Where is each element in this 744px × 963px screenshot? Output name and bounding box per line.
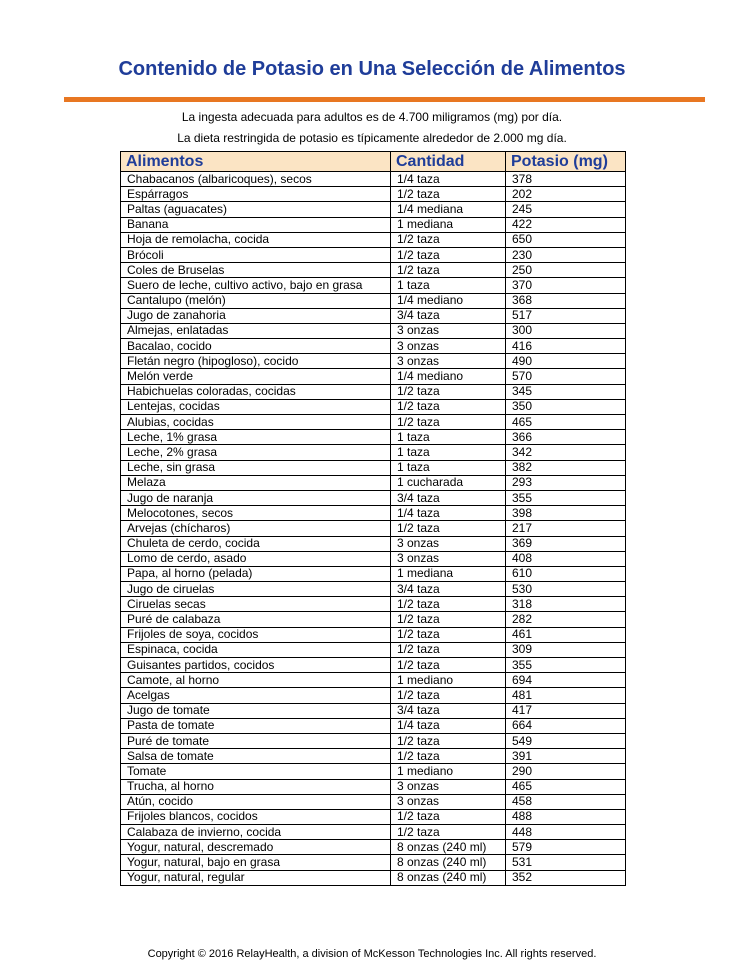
food-cell: Melocotones, secos: [121, 506, 391, 521]
amount-cell: 1/4 mediano: [391, 293, 506, 308]
food-cell: Acelgas: [121, 688, 391, 703]
header-cantidad: Cantidad: [391, 152, 506, 172]
potassium-cell: 290: [506, 764, 626, 779]
potassium-cell: 382: [506, 460, 626, 475]
table-row: [121, 551, 626, 566]
amount-cell: 1/4 mediana: [391, 202, 506, 217]
amount-cell: 1 taza: [391, 430, 506, 445]
food-cell: Banana: [121, 217, 391, 232]
amount-cell: 1/2 taza: [391, 825, 506, 840]
potassium-cell: 293: [506, 475, 626, 490]
table-row: [121, 278, 626, 293]
potassium-cell: 352: [506, 870, 626, 885]
potassium-cell: 417: [506, 703, 626, 718]
potassium-cell: 366: [506, 430, 626, 445]
potassium-cell: 350: [506, 399, 626, 414]
amount-cell: 1/2 taza: [391, 263, 506, 278]
potassium-cell: 664: [506, 718, 626, 733]
table-row: [121, 521, 626, 536]
amount-cell: 1 mediana: [391, 566, 506, 581]
header-alimentos: Alimentos: [121, 152, 391, 172]
table-header-row: [121, 152, 626, 172]
table-row: [121, 308, 626, 323]
amount-cell: 1/2 taza: [391, 597, 506, 612]
amount-cell: 1/2 taza: [391, 809, 506, 824]
potassium-cell: 422: [506, 217, 626, 232]
potassium-cell: 309: [506, 642, 626, 657]
table-row: [121, 217, 626, 232]
table-row: [121, 445, 626, 460]
table-row: [121, 232, 626, 247]
amount-cell: 1 taza: [391, 445, 506, 460]
food-cell: Lomo de cerdo, asado: [121, 551, 391, 566]
table-row: [121, 688, 626, 703]
table-row: [121, 794, 626, 809]
food-cell: Puré de calabaza: [121, 612, 391, 627]
amount-cell: 1/2 taza: [391, 521, 506, 536]
amount-cell: 3/4 taza: [391, 308, 506, 323]
amount-cell: 1 cucharada: [391, 475, 506, 490]
potassium-cell: 318: [506, 597, 626, 612]
table-row: [121, 597, 626, 612]
amount-cell: 1/2 taza: [391, 749, 506, 764]
potassium-cell: 369: [506, 536, 626, 551]
potassium-cell: 458: [506, 794, 626, 809]
potassium-cell: 250: [506, 263, 626, 278]
table-row: [121, 323, 626, 338]
amount-cell: 1/2 taza: [391, 187, 506, 202]
food-cell: Yogur, natural, regular: [121, 870, 391, 885]
table-row: [121, 430, 626, 445]
amount-cell: 1/2 taza: [391, 612, 506, 627]
potassium-cell: 448: [506, 825, 626, 840]
potassium-cell: 355: [506, 658, 626, 673]
food-cell: Camote, al horno: [121, 673, 391, 688]
food-cell: Frijoles de soya, cocidos: [121, 627, 391, 642]
table-row: [121, 627, 626, 642]
food-cell: Trucha, al horno: [121, 779, 391, 794]
amount-cell: 1/2 taza: [391, 399, 506, 414]
potassium-cell: 488: [506, 809, 626, 824]
food-cell: Calabaza de invierno, cocida: [121, 825, 391, 840]
potassium-cell: 378: [506, 172, 626, 187]
food-cell: Pasta de tomate: [121, 718, 391, 733]
table-row: [121, 764, 626, 779]
food-cell: Melaza: [121, 475, 391, 490]
food-cell: Jugo de naranja: [121, 490, 391, 505]
food-cell: Paltas (aguacates): [121, 202, 391, 217]
table-row: [121, 566, 626, 581]
copyright-footer: Copyright © 2016 RelayHealth, a division of McKesson Technologies Inc. All rights reserved.: [147, 948, 597, 960]
table-row: [121, 263, 626, 278]
potassium-cell: 610: [506, 566, 626, 581]
title-divider: [64, 97, 705, 102]
food-cell: Leche, sin grasa: [121, 460, 391, 475]
potassium-cell: 517: [506, 308, 626, 323]
amount-cell: 1/2 taza: [391, 733, 506, 748]
table-row: [121, 339, 626, 354]
table-row: [121, 673, 626, 688]
food-cell: Frijoles blancos, cocidos: [121, 809, 391, 824]
potassium-cell: 370: [506, 278, 626, 293]
potassium-cell: 355: [506, 490, 626, 505]
food-cell: Lentejas, cocidas: [121, 399, 391, 414]
table-row: [121, 855, 626, 870]
amount-cell: 3/4 taza: [391, 582, 506, 597]
potassium-cell: 481: [506, 688, 626, 703]
potassium-cell: 461: [506, 627, 626, 642]
food-cell: Espinaca, cocida: [121, 642, 391, 657]
amount-cell: 1/4 taza: [391, 718, 506, 733]
food-cell: Arvejas (chícharos): [121, 521, 391, 536]
amount-cell: 3/4 taza: [391, 490, 506, 505]
amount-cell: 1/2 taza: [391, 415, 506, 430]
amount-cell: 1/4 taza: [391, 172, 506, 187]
table-row: [121, 247, 626, 262]
amount-cell: 1/4 mediano: [391, 369, 506, 384]
food-cell: Espárragos: [121, 187, 391, 202]
table-row: [121, 172, 626, 187]
table-row: [121, 490, 626, 505]
potassium-cell: 530: [506, 582, 626, 597]
food-cell: Yogur, natural, descremado: [121, 840, 391, 855]
table-row: [121, 475, 626, 490]
amount-cell: 8 onzas (240 ml): [391, 840, 506, 855]
amount-cell: 1 taza: [391, 460, 506, 475]
table-row: [121, 384, 626, 399]
table-row: [121, 415, 626, 430]
table-row: [121, 809, 626, 824]
table-row: [121, 354, 626, 369]
page-title: Contenido de Potasio en Una Selección de Alimentos: [118, 58, 626, 80]
table-row: [121, 369, 626, 384]
table-row: [121, 718, 626, 733]
intro-adequate-intake: La ingesta adecuada para adultos es de 4.700 miligramos (mg) por día.: [181, 110, 563, 124]
amount-cell: 1/4 taza: [391, 506, 506, 521]
table-row: [121, 733, 626, 748]
potassium-table: [120, 151, 626, 886]
food-cell: Fletán negro (hipogloso), cocido: [121, 354, 391, 369]
amount-cell: 1 mediano: [391, 764, 506, 779]
food-cell: Almejas, enlatadas: [121, 323, 391, 338]
potassium-cell: 650: [506, 232, 626, 247]
potassium-cell: 368: [506, 293, 626, 308]
potassium-cell: 245: [506, 202, 626, 217]
amount-cell: 3 onzas: [391, 354, 506, 369]
amount-cell: 8 onzas (240 ml): [391, 855, 506, 870]
potassium-cell: 230: [506, 247, 626, 262]
food-cell: Yogur, natural, bajo en grasa: [121, 855, 391, 870]
table-row: [121, 825, 626, 840]
amount-cell: 1/2 taza: [391, 688, 506, 703]
food-cell: Melón verde: [121, 369, 391, 384]
amount-cell: 3 onzas: [391, 339, 506, 354]
potassium-cell: 549: [506, 733, 626, 748]
amount-cell: 1/2 taza: [391, 627, 506, 642]
food-cell: Habichuelas coloradas, cocidas: [121, 384, 391, 399]
amount-cell: 1/2 taza: [391, 232, 506, 247]
amount-cell: 1/2 taza: [391, 247, 506, 262]
food-cell: Tomate: [121, 764, 391, 779]
table-row: [121, 582, 626, 597]
amount-cell: 3 onzas: [391, 794, 506, 809]
table-row: [121, 612, 626, 627]
potassium-cell: 282: [506, 612, 626, 627]
food-cell: Coles de Bruselas: [121, 263, 391, 278]
table-row: [121, 779, 626, 794]
food-cell: Leche, 2% grasa: [121, 445, 391, 460]
potassium-cell: 570: [506, 369, 626, 384]
table-row: [121, 658, 626, 673]
food-cell: Hoja de remolacha, cocida: [121, 232, 391, 247]
amount-cell: 1 taza: [391, 278, 506, 293]
food-cell: Puré de tomate: [121, 733, 391, 748]
amount-cell: 1/2 taza: [391, 642, 506, 657]
food-cell: Bacalao, cocido: [121, 339, 391, 354]
food-cell: Jugo de zanahoria: [121, 308, 391, 323]
potassium-cell: 300: [506, 323, 626, 338]
table-row: [121, 202, 626, 217]
food-cell: Atún, cocido: [121, 794, 391, 809]
table-row: [121, 460, 626, 475]
amount-cell: 3 onzas: [391, 779, 506, 794]
table-row: [121, 870, 626, 885]
table-row: [121, 642, 626, 657]
food-cell: Brócoli: [121, 247, 391, 262]
table-row: [121, 293, 626, 308]
food-cell: Chabacanos (albaricoques), secos: [121, 172, 391, 187]
food-cell: Alubias, cocidas: [121, 415, 391, 430]
amount-cell: 3 onzas: [391, 551, 506, 566]
amount-cell: 3 onzas: [391, 536, 506, 551]
intro-restricted-diet: La dieta restringida de potasio es típicamente alrededor de 2.000 mg día.: [177, 131, 567, 145]
table-row: [121, 187, 626, 202]
table-row: [121, 399, 626, 414]
amount-cell: 1/2 taza: [391, 658, 506, 673]
food-cell: Papa, al horno (pelada): [121, 566, 391, 581]
table-row: [121, 749, 626, 764]
potassium-cell: 490: [506, 354, 626, 369]
potassium-cell: 465: [506, 415, 626, 430]
table-row: [121, 840, 626, 855]
food-cell: Ciruelas secas: [121, 597, 391, 612]
food-cell: Guisantes partidos, cocidos: [121, 658, 391, 673]
amount-cell: 1 mediano: [391, 673, 506, 688]
table-row: [121, 703, 626, 718]
header-potasio: Potasio (mg): [506, 152, 626, 172]
table-row: [121, 506, 626, 521]
potassium-cell: 579: [506, 840, 626, 855]
food-cell: Salsa de tomate: [121, 749, 391, 764]
potassium-cell: 202: [506, 187, 626, 202]
potassium-cell: 531: [506, 855, 626, 870]
amount-cell: 8 onzas (240 ml): [391, 870, 506, 885]
food-cell: Suero de leche, cultivo activo, bajo en grasa: [121, 278, 391, 293]
potassium-cell: 217: [506, 521, 626, 536]
amount-cell: 3/4 taza: [391, 703, 506, 718]
potassium-cell: 391: [506, 749, 626, 764]
potassium-cell: 416: [506, 339, 626, 354]
food-cell: Jugo de ciruelas: [121, 582, 391, 597]
food-cell: Cantalupo (melón): [121, 293, 391, 308]
potassium-cell: 408: [506, 551, 626, 566]
food-cell: Jugo de tomate: [121, 703, 391, 718]
table-row: [121, 536, 626, 551]
potassium-cell: 465: [506, 779, 626, 794]
potassium-cell: 342: [506, 445, 626, 460]
amount-cell: 3 onzas: [391, 323, 506, 338]
potassium-cell: 398: [506, 506, 626, 521]
amount-cell: 1/2 taza: [391, 384, 506, 399]
table-body: [121, 172, 626, 886]
food-cell: Leche, 1% grasa: [121, 430, 391, 445]
food-cell: Chuleta de cerdo, cocida: [121, 536, 391, 551]
potassium-cell: 694: [506, 673, 626, 688]
amount-cell: 1 mediana: [391, 217, 506, 232]
potassium-cell: 345: [506, 384, 626, 399]
